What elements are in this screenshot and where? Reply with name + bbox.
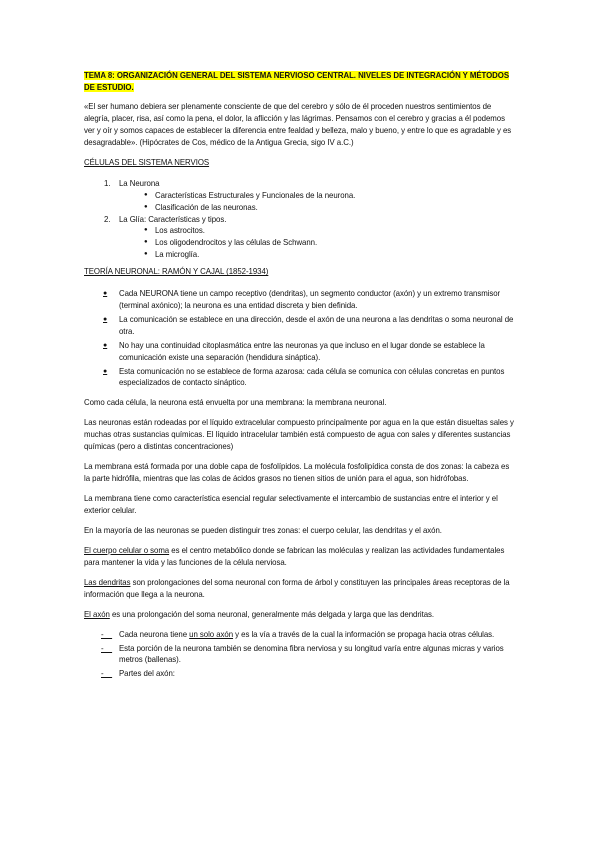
bullet-dot-icon: ● bbox=[103, 290, 108, 298]
outline-item bbox=[84, 178, 514, 213]
sub-item-text: Los oligodendrocitos y las células de Schwann. bbox=[155, 237, 318, 247]
list-item bbox=[84, 668, 514, 680]
list-item bbox=[84, 366, 514, 389]
sub-item-text: Los astrocitos. bbox=[155, 226, 205, 236]
sub-item bbox=[119, 237, 514, 249]
document-title: TEMA 8: ORGANIZACIÓN GENERAL DEL SISTEMA NERVIOSO CENTRAL. NIVELES DE INTEGRACIÓN Y MÉTODOS DE ESTUDIO. bbox=[84, 71, 510, 92]
list-item-text-pre: Cada neurona tiene bbox=[119, 630, 190, 640]
paragraph-extracellular: Las neuronas están rodeadas por el líquido extracelular compuesto principalmente por agua en la que están disueltas sales y muchas otras sustancias químicas. El líquido intracelular también está compuesto de agua con sales y diferentes sustancias químicas (pero a distintas concentraciones) bbox=[84, 418, 514, 451]
title-block bbox=[84, 70, 514, 93]
list-item bbox=[84, 340, 514, 363]
term-axon: El axón bbox=[84, 609, 110, 619]
sub-item bbox=[119, 249, 514, 261]
paragraph-three-zones: En la mayoría de las neuronas se pueden distinguir tres zonas: el cuerpo celular, las dendritas y el axón. bbox=[84, 525, 442, 535]
list-item-text: La comunicación se establece en una dirección, desde el axón de una neurona a las dendritas o soma neuronal de otra. bbox=[119, 314, 514, 336]
paragraph-soma bbox=[84, 545, 514, 568]
list-item-text: Esta comunicación no se establece de forma azarosa: cada célula se comunica con células concretas en puntos especializados de contacto sináptico. bbox=[119, 366, 505, 388]
list-item bbox=[84, 643, 514, 666]
bullet-dot-icon: ● bbox=[144, 203, 148, 210]
outline-label: La Neurona bbox=[119, 179, 160, 189]
sub-item bbox=[119, 190, 514, 202]
paragraph-membrane-function: La membrana tiene como característica esencial regular selectivamente el intercambio de sustancias entre el interior y el exterior celular. bbox=[84, 493, 498, 515]
document-content bbox=[84, 70, 514, 682]
outline-sublist bbox=[119, 190, 514, 213]
paragraph-axon bbox=[84, 609, 514, 621]
outline-item bbox=[84, 214, 514, 261]
term-soma: El cuerpo celular o soma bbox=[84, 546, 170, 555]
bullet-dot-icon: ● bbox=[144, 238, 148, 245]
outline-number: 2. bbox=[104, 214, 111, 224]
paragraph-axon-text: es una prolongación del soma neuronal, generalmente más delgada y larga que las dendritas. bbox=[109, 609, 435, 619]
outline-label: La Glía: Características y tipos. bbox=[119, 214, 227, 224]
bullet-dot-icon: ● bbox=[103, 315, 108, 323]
paragraph-dendrites-text: son prolongaciones del soma neuronal con forma de árbol y constituyen las principales áreas receptoras de la información que llega a la neurona. bbox=[84, 577, 510, 599]
paragraph-dendrites bbox=[84, 577, 514, 600]
paragraph-phospholipids: La membrana está formada por una doble capa de fosfolípidos. La molécula fosfolipídica consta de dos zonas: la cabeza es la parte hidrófila, mientras que las colas de ácidos grasos no tienen sitios de unión para el agua, son hidrófobas. bbox=[84, 461, 510, 483]
list-item bbox=[84, 629, 514, 641]
bullet-dot-icon: ● bbox=[103, 341, 108, 349]
bullet-dot-icon: ● bbox=[144, 192, 148, 199]
list-item-text: Cada NEURONA tiene un campo receptivo (dendritas), un segmento conductor (axón) y un extremo transmisor (terminal axónico); la neurona es una entidad discreta y bien definida. bbox=[119, 289, 501, 310]
list-item-text-pre: Partes del axón: bbox=[119, 669, 175, 679]
bullet-dot-icon: ● bbox=[103, 367, 108, 375]
paragraph-soma-text: es el centro metabólico donde se fabrican las moléculas y realizan las actividades fundamentales para mantener la vida y las funciones de la célula nerviosa. bbox=[84, 546, 505, 567]
sub-item bbox=[119, 202, 514, 214]
outline-number: 1. bbox=[104, 179, 111, 189]
dash-marker: - bbox=[101, 669, 113, 679]
section-heading-neuron-theory: TEORÍA NEURONAL: RAMÓN Y CAJAL (1852-1934) bbox=[84, 267, 269, 277]
list-item bbox=[84, 288, 514, 311]
bullet-dot-icon: ● bbox=[144, 250, 148, 257]
dash-marker: - bbox=[101, 630, 113, 640]
list-item-text-post: y es la vía a través de la cual la información se propaga hacia otras células. bbox=[233, 630, 495, 640]
sub-item-text: Características Estructurales y Funcionales de la neurona. bbox=[155, 191, 356, 201]
outline-sublist bbox=[119, 225, 514, 260]
list-item bbox=[84, 314, 514, 337]
hippocrates-quote: «El ser humano debiera ser plenamente consciente de que del cerebro y sólo de él proceden nuestros sentimientos de alegría, placer, risa, así como la pena, el dolor, la aflicción y las lágrimas. Pensamos con el cerebro y gracias a él podemos ver y oír y somos capaces de establecer la diferencia entre fealdad y belleza, malo y bueno, y entre lo que es agradable y es desagradable». (Hipócrates de Cos, médico de la Antigua Grecia, sigo IV a.C.) bbox=[84, 102, 512, 147]
paragraph-membrane-intro: Como cada célula, la neurona está envuelta por una membrana: la membrana neuronal. bbox=[84, 398, 387, 408]
neuron-theory-list bbox=[84, 288, 514, 389]
bullet-dot-icon: ● bbox=[144, 227, 148, 234]
sub-item-text: Clasificación de las neuronas. bbox=[155, 202, 258, 212]
sub-item bbox=[119, 225, 514, 237]
cells-outline bbox=[84, 178, 514, 260]
term-dendrites: Las dendritas bbox=[84, 577, 131, 587]
list-item-text-underlined: un solo axón bbox=[189, 630, 234, 640]
sub-item-text: La microglía. bbox=[155, 249, 200, 259]
axon-dash-list bbox=[84, 629, 514, 680]
list-item-text-pre: Esta porción de la neurona también se denomina fibra nerviosa y su longitud varía entre algunas micras y varios metros (ballenas). bbox=[119, 643, 504, 665]
list-item-text: No hay una continuidad citoplasmática entre las neuronas ya que incluso en el lugar donde se establece la comunicación existe una separación (hendidura sináptica). bbox=[119, 340, 485, 362]
dash-marker: - bbox=[101, 643, 113, 653]
section-heading-cells: CÉLULAS DEL SISTEMA NERVIOS bbox=[84, 157, 210, 167]
